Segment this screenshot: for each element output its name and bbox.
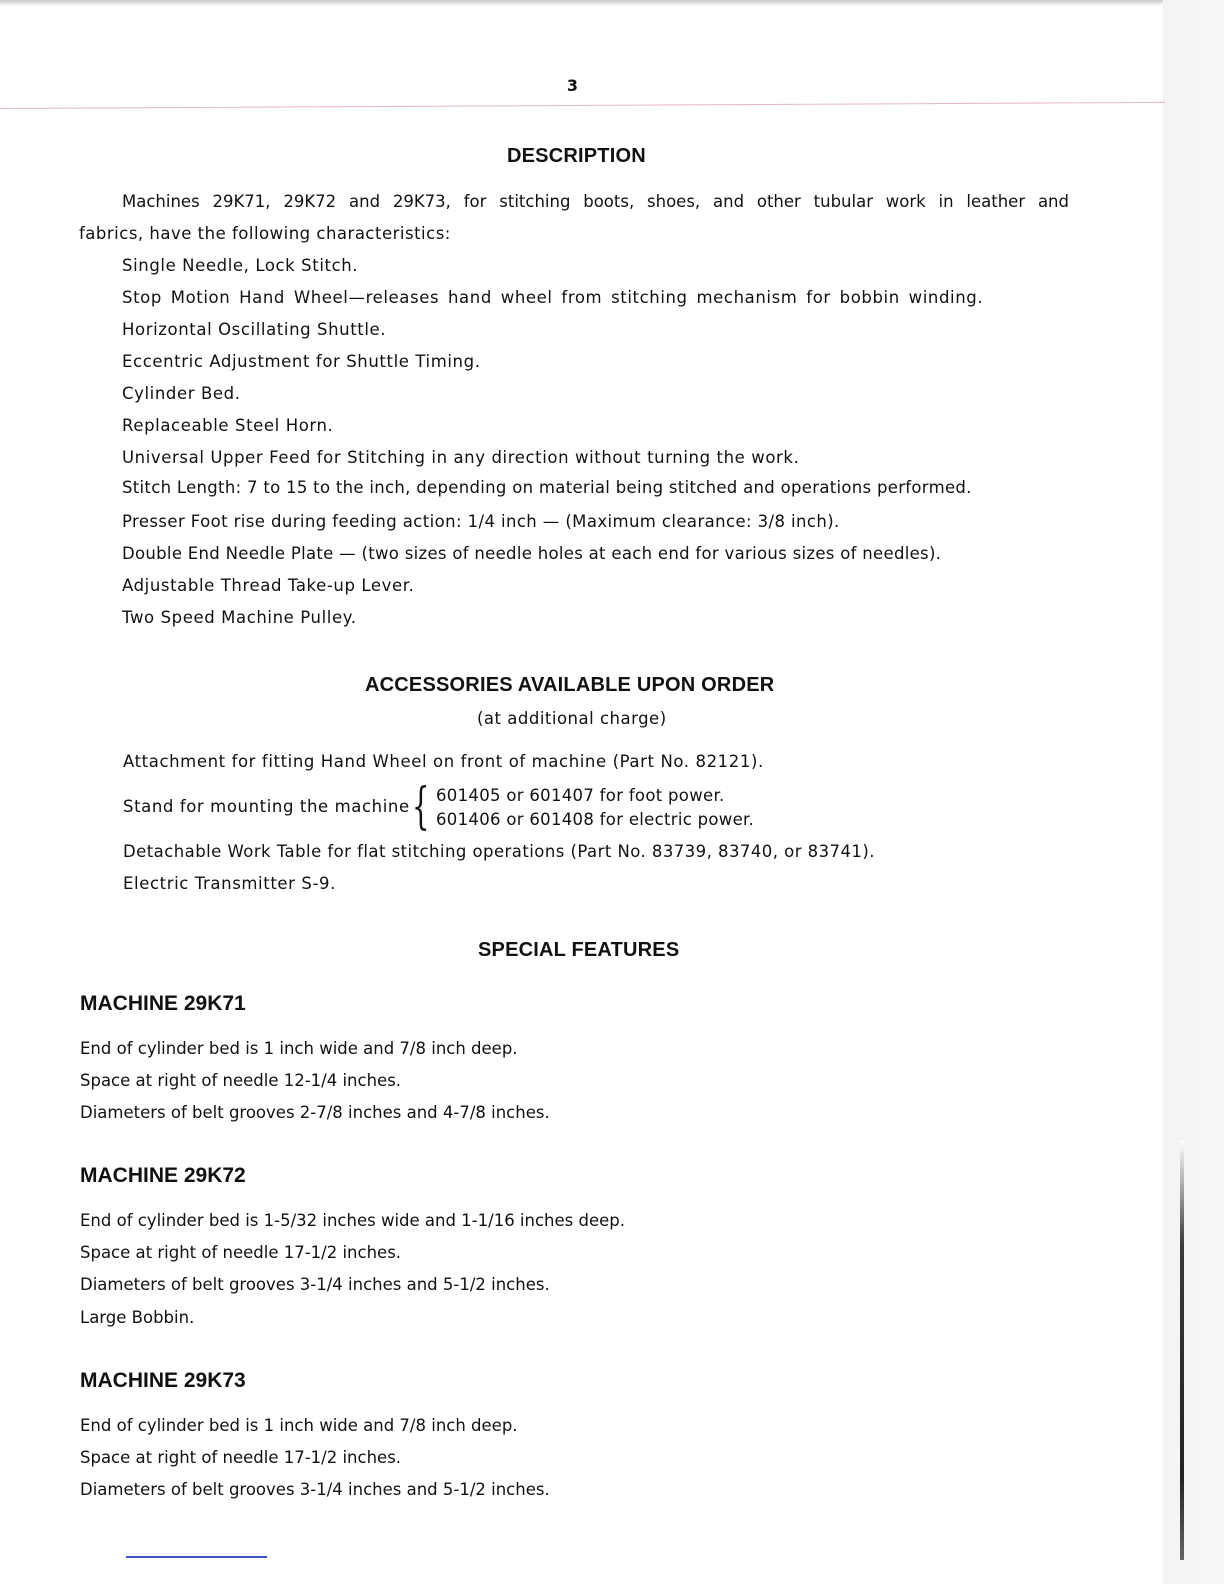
machine-feature: End of cylinder bed is 1-5/32 inches wide and 1-1/16 inches deep. (80, 1211, 625, 1230)
accessories-heading: ACCESSORIES AVAILABLE UPON ORDER (365, 674, 775, 696)
characteristic-item: Two Speed Machine Pulley. (122, 608, 357, 627)
characteristic-item: Presser Foot rise during feeding action: 1/4 inch — (Maximum clearance: 3/8 inch). (122, 512, 840, 531)
footer-rule (126, 1556, 267, 1558)
header-rule (0, 102, 1165, 109)
machine-heading: MACHINE 29K72 (80, 1164, 246, 1187)
machine-feature: Space at right of needle 17-1/2 inches. (80, 1243, 402, 1262)
stand-option: 601406 or 601408 for electric power. (436, 810, 755, 829)
machine-feature: End of cylinder bed is 1 inch wide and 7/8 inch deep. (80, 1416, 518, 1435)
machine-feature: End of cylinder bed is 1 inch wide and 7/8 inch deep. (80, 1039, 518, 1058)
characteristic-item: Single Needle, Lock Stitch. (122, 256, 359, 275)
accessory-work-table: Detachable Work Table for flat stitching operations (Part No. 83739, 83740, or 83741). (123, 842, 875, 861)
stand-option: 601405 or 601407 for foot power. (436, 786, 725, 805)
scan-edge-shadow (1180, 1140, 1184, 1560)
accessory-transmitter: Electric Transmitter S-9. (123, 874, 336, 893)
description-heading: DESCRIPTION (507, 145, 646, 167)
characteristic-item: Cylinder Bed. (122, 384, 241, 403)
characteristic-item: Eccentric Adjustment for Shuttle Timing. (122, 352, 481, 371)
description-intro-line-2: fabrics, have the following characteristics: (79, 224, 451, 243)
page-number: 3 (566, 76, 579, 95)
accessory-stand-label: Stand for mounting the machine (123, 797, 410, 816)
characteristic-item: Horizontal Oscillating Shuttle. (122, 320, 387, 339)
characteristic-item: Adjustable Thread Take-up Lever. (122, 576, 415, 595)
machine-feature: Large Bobbin. (80, 1308, 195, 1327)
machine-feature: Diameters of belt grooves 3-1/4 inches and 5-1/2 inches. (80, 1480, 550, 1499)
characteristic-item: Replaceable Steel Horn. (122, 416, 334, 435)
characteristic-item: Universal Upper Feed for Stitching in any direction without turning the work. (122, 448, 800, 467)
machine-feature: Space at right of needle 12-1/4 inches. (80, 1071, 402, 1090)
machine-heading: MACHINE 29K71 (80, 992, 246, 1015)
accessories-subtitle: (at additional charge) (477, 709, 667, 728)
description-intro-line-1: Machines 29K71, 29K72 and 29K73, for stitching boots, shoes, and other tubular work in leather and (122, 192, 1069, 211)
scan-top-shadow (0, 0, 1165, 6)
special-features-heading: SPECIAL FEATURES (478, 939, 680, 961)
curly-brace-icon: { (412, 777, 430, 835)
characteristic-item: Stop Motion Hand Wheel—releases hand wheel from stitching mechanism for bobbin winding. (122, 288, 984, 307)
machine-feature: Diameters of belt grooves 3-1/4 inches and 5-1/2 inches. (80, 1275, 550, 1294)
machine-feature: Diameters of belt grooves 2-7/8 inches and 4-7/8 inches. (80, 1103, 550, 1122)
accessory-attachment: Attachment for fitting Hand Wheel on front of machine (Part No. 82121). (123, 752, 764, 771)
machine-feature: Space at right of needle 17-1/2 inches. (80, 1448, 402, 1467)
machine-heading: MACHINE 29K73 (80, 1369, 246, 1392)
characteristic-item: Double End Needle Plate — (two sizes of needle holes at each end for various sizes of needles). (122, 544, 942, 563)
characteristic-item: Stitch Length: 7 to 15 to the inch, depending on material being stitched and operations performed. (122, 478, 972, 497)
scan-margin (1163, 0, 1224, 1584)
